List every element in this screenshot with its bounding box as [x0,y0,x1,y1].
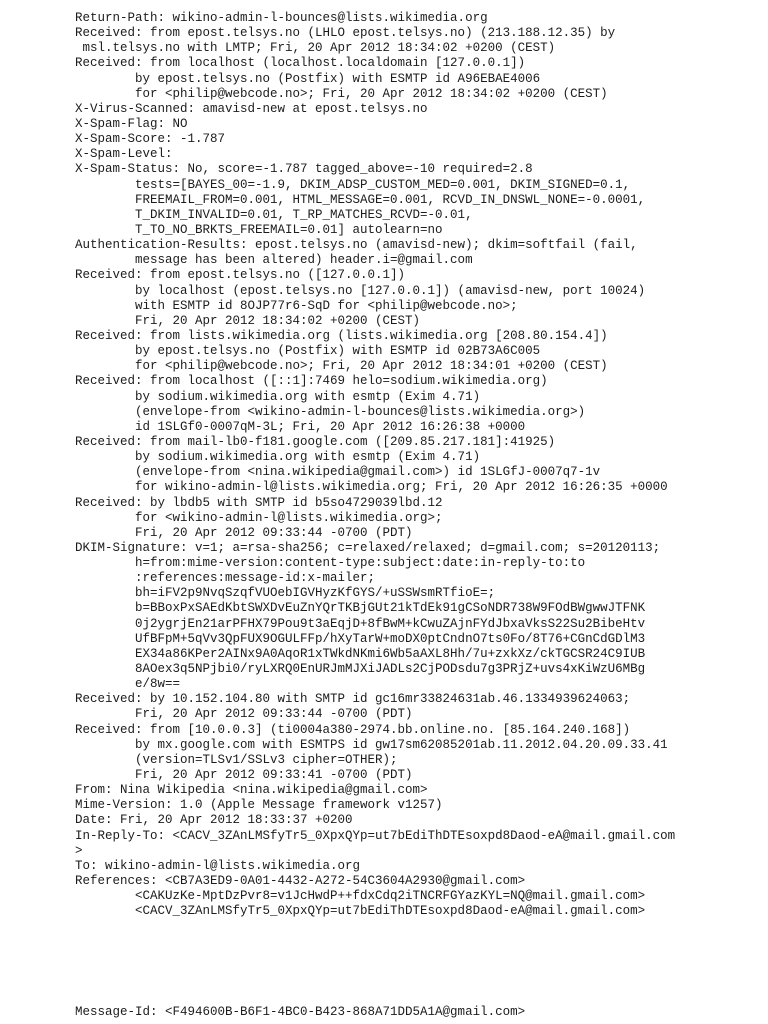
header-line: Received: from localhost ([::1]:7469 helo=sodium.wikimedia.org) [75,374,548,389]
header-line: Fri, 20 Apr 2012 18:34:02 +0200 (CEST) [75,313,421,328]
header-line: X-Spam-Score: -1.787 [75,132,226,147]
header-line: To: wikino-admin-l@lists.wikimedia.org [75,858,361,873]
header-line: 8AOex3q5NPjbi0/ryLXRQ0EnURJmMJXiJADLs2CjPODsdu7g3PRjZ+uvs4xKiWzU6MBg [75,662,646,677]
header-line: > [75,843,83,858]
header-line: EX34a86KPer2AINx9A0AqoR1xTWkdNKmi6Wb5aAXL8Hh/7u+zxkXz/ckTGCSR24C9IUB [75,646,646,661]
email-header-block [75,11,675,919]
header-line: (version=TLSv1/SSLv3 cipher=OTHER); [75,752,398,767]
header-line: <CACV_3ZAnLMSfyTr5_0XpxQYp=ut7bEdiThDTEsoxpd8Daod-eA@mail.gmail.com> [75,904,646,919]
header-line: X-Virus-Scanned: amavisd-new at epost.telsys.no [75,101,428,116]
header-line: Mime-Version: 1.0 (Apple Message framework v1257) [75,798,443,813]
header-line: by epost.telsys.no (Postfix) with ESMTP id A96EBAE4006 [75,71,541,86]
header-line: (envelope-from <wikino-admin-l-bounces@lists.wikimedia.org>) [75,404,586,419]
header-line: <CAKUzKe-MptDzPvr8=v1JcHwdP++fdxCdq2iTNCRFGYazKYL=NQ@mail.gmail.com> [75,889,646,904]
header-line: T_TO_NO_BRKTS_FREEMAIL=0.01] autolearn=no [75,222,443,237]
header-line: Received: by lbdb5 with SMTP id b5so4729039lbd.12 [75,495,443,510]
header-line: Fri, 20 Apr 2012 09:33:41 -0700 (PDT) [75,768,413,783]
header-line: by sodium.wikimedia.org with esmtp (Exim 4.71) [75,450,481,465]
header-line: by localhost (epost.telsys.no [127.0.0.1]) (amavisd-new, port 10024) [75,283,646,298]
header-line: b=BBoxPxSAEdKbtSWXDvEuZnYQrTKBjGUt21kTdEk91gCSoNDR738W9FOdBWgwwJTFNK [75,601,646,616]
header-line: by mx.google.com with ESMTPS id gw17sm62085201ab.11.2012.04.20.09.33.41 [75,737,668,752]
header-line: e/8w== [75,677,181,692]
header-line: h=from:mime-version:content-type:subject:date:in-reply-to:to [75,556,586,571]
header-line: id 1SLGf0-0007qM-3L; Fri, 20 Apr 2012 16:26:38 +0000 [75,419,526,434]
header-line: From: Nina Wikipedia <nina.wikipedia@gmail.com> [75,783,428,798]
header-line: tests=[BAYES_00=-1.9, DKIM_ADSP_CUSTOM_MED=0.001, DKIM_SIGNED=0.1, [75,177,631,192]
header-line: Fri, 20 Apr 2012 09:33:44 -0700 (PDT) [75,525,413,540]
header-line: Received: from localhost (localhost.localdomain [127.0.0.1]) [75,56,526,71]
header-line: for <wikino-admin-l@lists.wikimedia.org>; [75,510,443,525]
header-line: Authentication-Results: epost.telsys.no (amavisd-new); dkim=softfail (fail, [75,238,638,253]
header-line: Received: from epost.telsys.no (LHLO epost.telsys.no) (213.188.12.35) by [75,26,616,41]
header-line: Received: by 10.152.104.80 with SMTP id gc16mr33824631ab.46.1334939624063; [75,692,631,707]
header-line: In-Reply-To: <CACV_3ZAnLMSfyTr5_0XpxQYp=ut7bEdiThDTEsoxpd8Daod-eA@mail.gmail.com [75,828,676,843]
header-line: for <philip@webcode.no>; Fri, 20 Apr 2012 18:34:02 +0200 (CEST) [75,86,608,101]
header-line: X-Spam-Level: [75,147,173,162]
header-line: msl.telsys.no with LMTP; Fri, 20 Apr 2012 18:34:02 +0200 (CEST) [75,41,556,56]
header-line: Fri, 20 Apr 2012 09:33:44 -0700 (PDT) [75,707,413,722]
header-line: with ESMTP id 8OJP77r6-SqD for <philip@webcode.no>; [75,298,518,313]
header-line: Date: Fri, 20 Apr 2012 18:33:37 +0200 [75,813,353,828]
header-line: Return-Path: wikino-admin-l-bounces@lists.wikimedia.org [75,11,488,25]
header-line: X-Spam-Status: No, score=-1.787 tagged_above=-10 required=2.8 [75,162,533,177]
header-line: for <philip@webcode.no>; Fri, 20 Apr 2012 18:34:01 +0200 (CEST) [75,359,608,374]
header-line: Received: from lists.wikimedia.org (lists.wikimedia.org [208.80.154.4]) [75,328,608,343]
header-line: Received: from [10.0.0.3] (ti0004a380-2974.bb.online.no. [85.164.240.168]) [75,722,631,737]
message-id-line: Message-Id: <F494600B-B6F1-4BC0-B423-868A71DD5A1A@gmail.com> [75,1005,526,1019]
header-line: Received: from mail-lb0-f181.google.com ([209.85.217.181]:41925) [75,434,556,449]
header-line: by epost.telsys.no (Postfix) with ESMTP id 02B73A6C005 [75,344,541,359]
header-line: 0j2ygrjEn21arPFHX79Pou9t3aEqjD+8fBwM+kCwuZAjnFYdJbxaVksS22Su2BibeHtv [75,616,646,631]
header-line: by sodium.wikimedia.org with esmtp (Exim 4.71) [75,389,481,404]
header-line: bh=iFV2p9NvqSzqfVUOebIGVHyzKfGYS/+uSSWsmRTfioE=; [75,586,496,601]
header-line: UfBFpM+5qVv3QpFUX9OGULFFp/hXyTarW+moDX0ptCndnO7ts0Fo/8T76+CGnCdGDlM3 [75,631,646,646]
header-line: DKIM-Signature: v=1; a=rsa-sha256; c=relaxed/relaxed; d=gmail.com; s=20120113; [75,540,661,555]
header-line: T_DKIM_INVALID=0.01, T_RP_MATCHES_RCVD=-0.01, [75,207,473,222]
header-line: for wikino-admin-l@lists.wikimedia.org; Fri, 20 Apr 2012 16:26:35 +0000 [75,480,668,495]
header-line: (envelope-from <nina.wikipedia@gmail.com>) id 1SLGfJ-0007q7-1v [75,465,601,480]
header-line: message has been altered) header.i=@gmail.com [75,253,473,268]
header-line: FREEMAIL_FROM=0.001, HTML_MESSAGE=0.001, RCVD_IN_DNSWL_NONE=-0.0001, [75,192,646,207]
header-line: References: <CB7A3ED9-0A01-4432-A272-54C3604A2930@gmail.com> [75,874,526,889]
header-line: :references:message-id:x-mailer; [75,571,376,586]
header-line: X-Spam-Flag: NO [75,116,188,131]
header-line: Received: from epost.telsys.no ([127.0.0.1]) [75,268,406,283]
